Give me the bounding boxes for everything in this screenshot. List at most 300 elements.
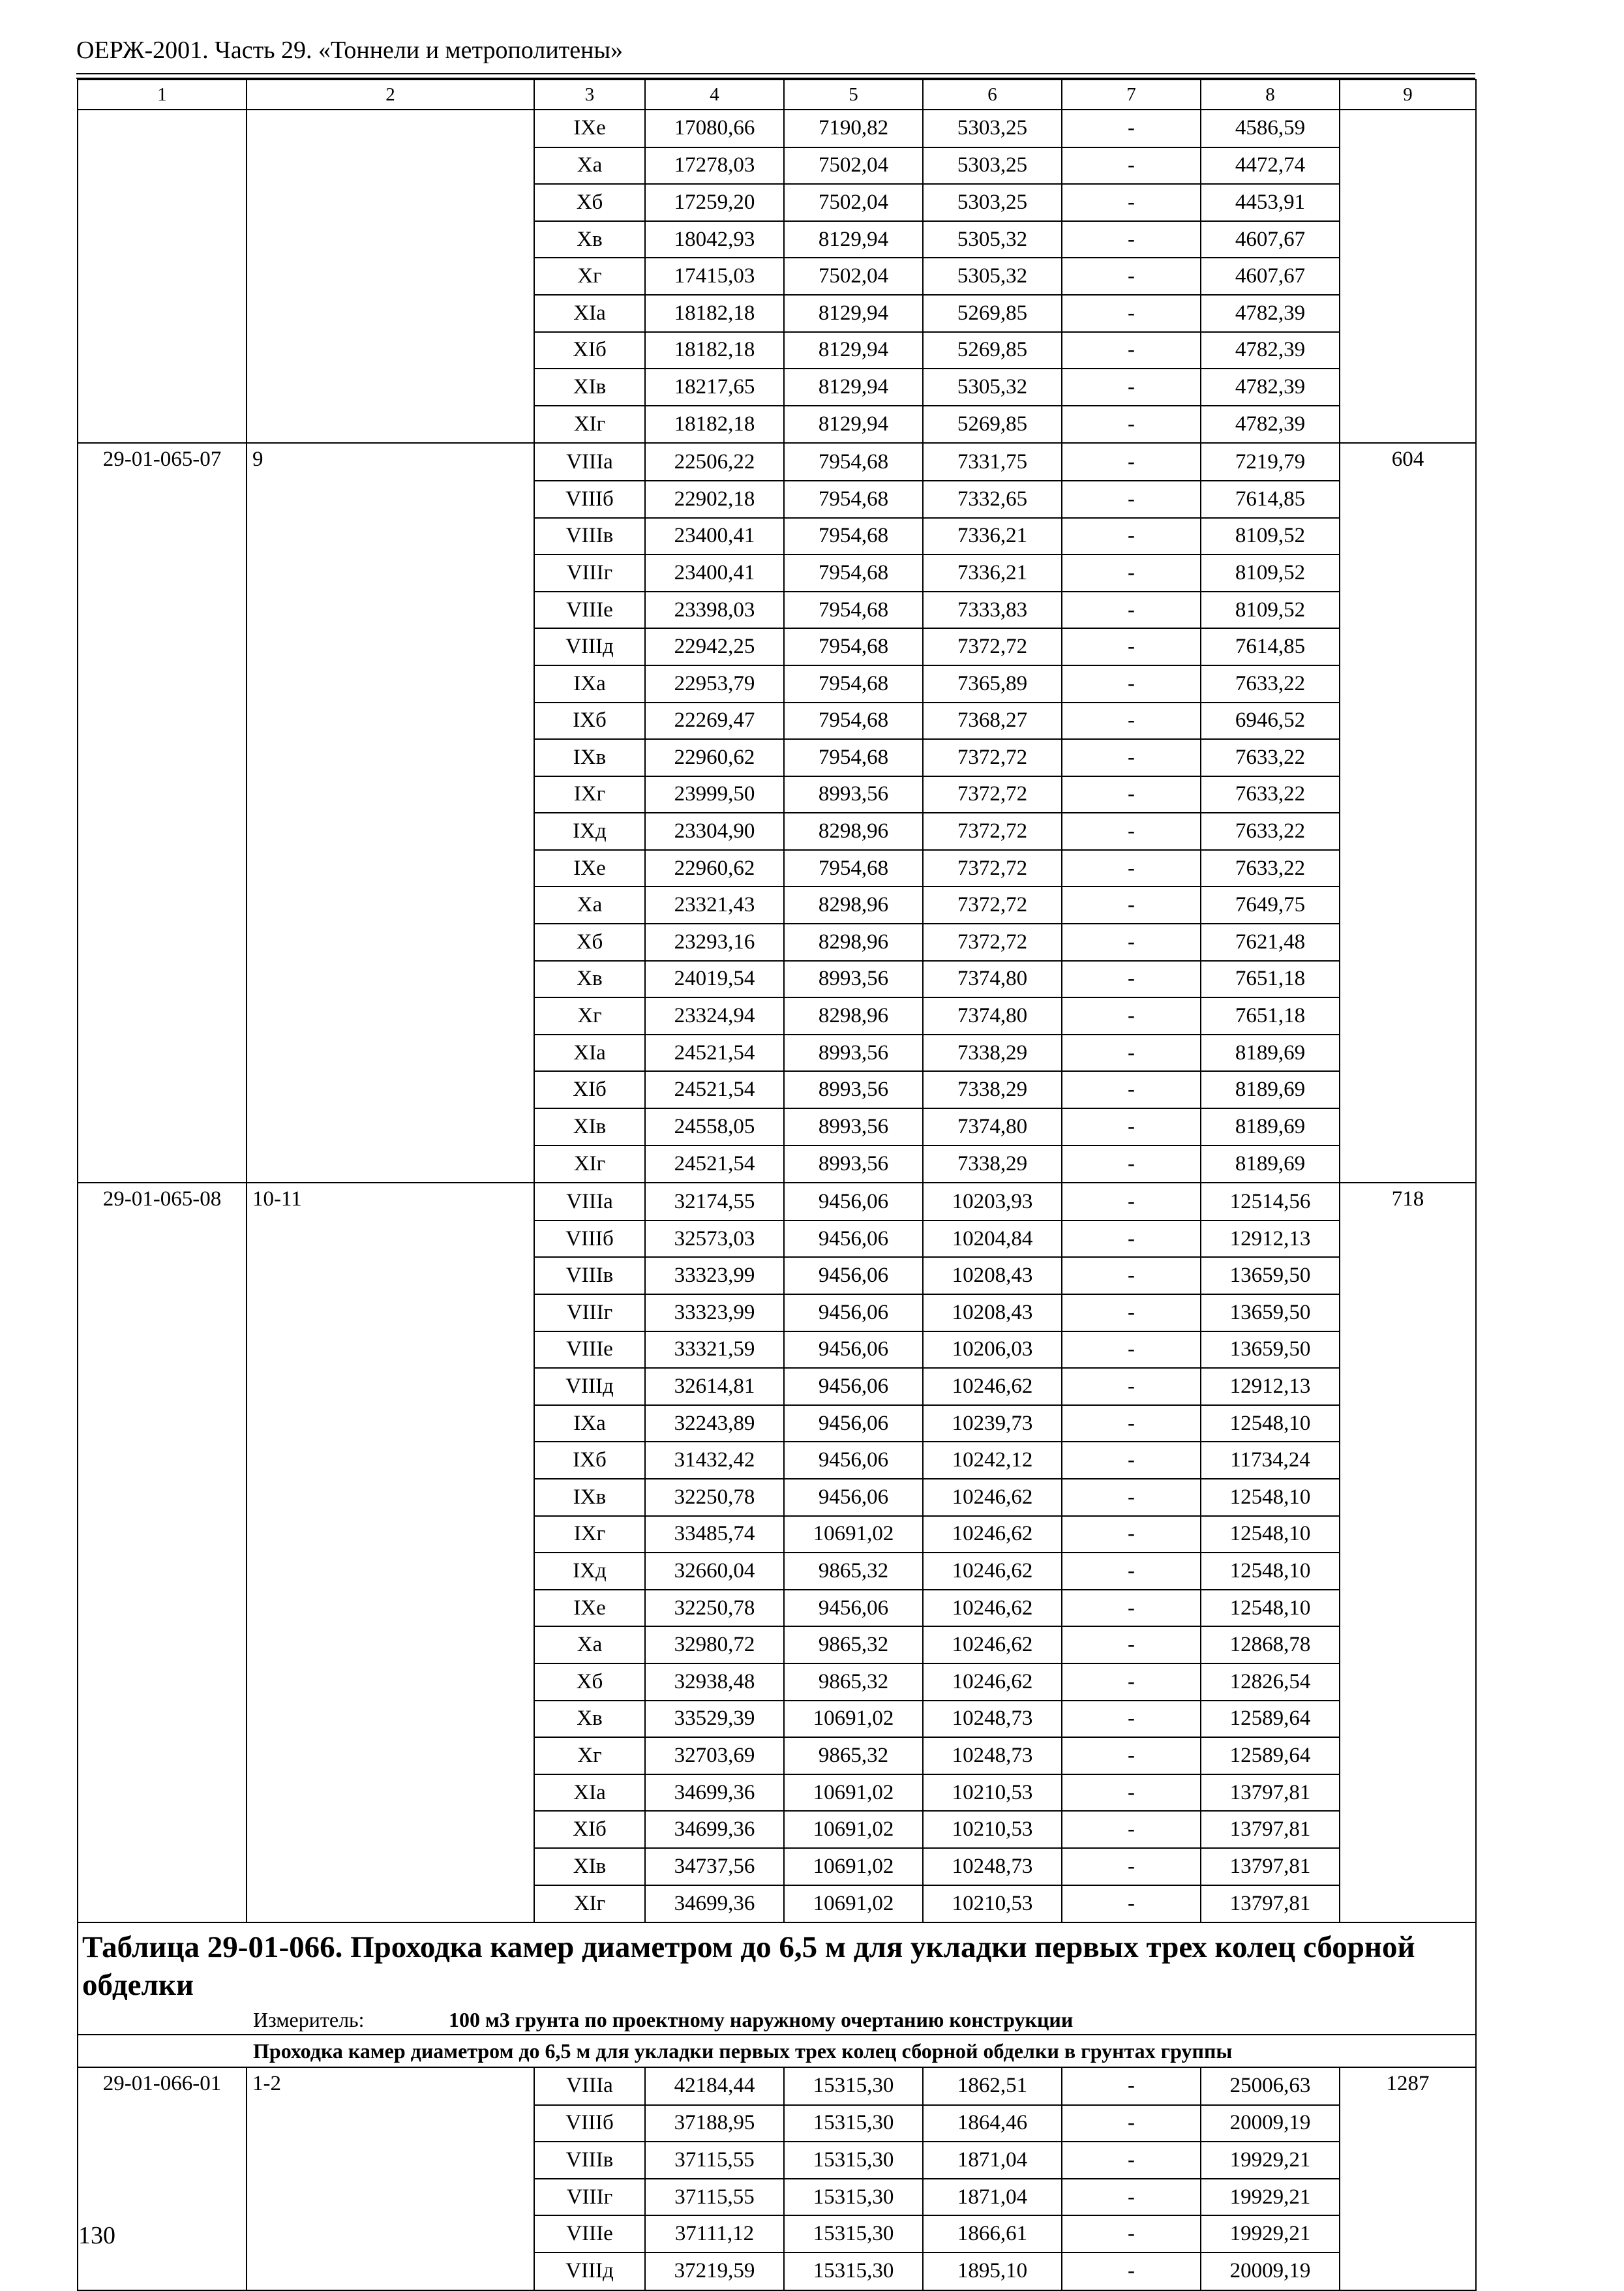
cell-col5: 8129,94 [784, 295, 923, 332]
table-row [78, 665, 1476, 703]
cell-col8: 20009,19 [1201, 2105, 1340, 2142]
cell-col4: 32573,03 [645, 1221, 784, 1258]
cell-col8: 19929,21 [1201, 2142, 1340, 2179]
labor-total [1340, 1479, 1476, 1516]
cell-col3: IXa [534, 665, 645, 703]
cell-col8: 13797,81 [1201, 1848, 1340, 1885]
cell-col5: 9865,32 [784, 1663, 923, 1701]
cell-col3: IXб [534, 1442, 645, 1479]
labor-total [1340, 1108, 1476, 1146]
cell-col5: 7954,68 [784, 739, 923, 776]
cell-col4: 37115,55 [645, 2142, 784, 2179]
table-row [78, 369, 1476, 406]
rate-code [78, 665, 247, 703]
page-number: 130 [78, 2222, 115, 2249]
labor-total [1340, 850, 1476, 887]
table-row [78, 997, 1476, 1035]
cell-col4: 18217,65 [645, 369, 784, 406]
cell-col7: - [1062, 961, 1201, 998]
cell-col3: Xб [534, 184, 645, 221]
cell-col4: 32250,78 [645, 1479, 784, 1516]
cell-col3: VIIIe [534, 2215, 645, 2253]
cell-col7: - [1062, 2067, 1201, 2105]
cell-col7: - [1062, 703, 1201, 740]
soil-group [247, 258, 534, 295]
cell-col7: - [1062, 1257, 1201, 1294]
cell-col7: - [1062, 1294, 1201, 1331]
cell-col3: VIIIe [534, 1331, 645, 1369]
cell-col6: 10208,43 [923, 1294, 1062, 1331]
cell-col3: Xб [534, 924, 645, 961]
cell-col4: 23400,41 [645, 554, 784, 592]
table-row [78, 887, 1476, 924]
rate-code [78, 2179, 247, 2216]
soil-group [247, 1221, 534, 1258]
cell-col5: 9456,06 [784, 1257, 923, 1294]
cell-col3: VIIIв [534, 2142, 645, 2179]
cell-col3: VIIIв [534, 518, 645, 555]
labor-total [1340, 2179, 1476, 2216]
soil-group [247, 332, 534, 369]
cell-col6: 7333,83 [923, 592, 1062, 629]
cell-col5: 8129,94 [784, 332, 923, 369]
soil-group [247, 1811, 534, 1848]
column-number: 9 [1340, 80, 1476, 110]
cell-col8: 12548,10 [1201, 1479, 1340, 1516]
cell-col4: 22269,47 [645, 703, 784, 740]
soil-group [247, 850, 534, 887]
table-row [78, 813, 1476, 850]
table-row [78, 1737, 1476, 1774]
table-row [78, 2142, 1476, 2179]
column-number: 6 [923, 80, 1062, 110]
cell-col3: VIIIг [534, 2179, 645, 2216]
cell-col4: 23999,50 [645, 776, 784, 813]
measure-label: Измеритель: [253, 2008, 365, 2032]
table-row [78, 1331, 1476, 1369]
labor-total [1340, 628, 1476, 665]
cell-col3: IXa [534, 1405, 645, 1442]
table-row [78, 1035, 1476, 1072]
rate-code [78, 1553, 247, 1590]
cell-col4: 32243,89 [645, 1405, 784, 1442]
cell-col6: 10246,62 [923, 1516, 1062, 1553]
cell-col7: - [1062, 1626, 1201, 1663]
header-rule [76, 73, 1475, 74]
cell-col3: IXв [534, 1479, 645, 1516]
cell-col8: 7633,22 [1201, 850, 1340, 887]
table-title: Таблица 29-01-066. Проходка камер диаметром до 6,5 м для укладки первых трех колец сборной обделки [82, 1930, 1415, 2003]
soil-group [247, 776, 534, 813]
table-row [78, 2215, 1476, 2253]
cell-col7: - [1062, 850, 1201, 887]
cell-col8: 4782,39 [1201, 332, 1340, 369]
cell-col3: VIIIa [534, 2067, 645, 2105]
cell-col8: 6946,52 [1201, 703, 1340, 740]
cell-col4: 22960,62 [645, 850, 784, 887]
cell-col8: 8109,52 [1201, 554, 1340, 592]
cell-col4: 18042,93 [645, 221, 784, 258]
table-row [78, 628, 1476, 665]
labor-total [1340, 997, 1476, 1035]
cell-col3: XIг [534, 406, 645, 444]
soil-group [247, 1885, 534, 1923]
labor-total [1340, 1221, 1476, 1258]
cell-col3: VIIIд [534, 2253, 645, 2290]
labor-total [1340, 518, 1476, 555]
cell-col6: 7336,21 [923, 554, 1062, 592]
table-row [78, 2179, 1476, 2216]
cell-col4: 33321,59 [645, 1331, 784, 1369]
cell-col6: 7372,72 [923, 776, 1062, 813]
labor-total [1340, 703, 1476, 740]
table-row [78, 1885, 1476, 1923]
cell-col3: VIIIд [534, 628, 645, 665]
cell-col4: 31432,42 [645, 1442, 784, 1479]
cell-col8: 7219,79 [1201, 443, 1340, 481]
section-header-row [78, 1922, 1476, 2035]
labor-total [1340, 1442, 1476, 1479]
column-number-row [78, 80, 1476, 110]
cell-col7: - [1062, 1774, 1201, 1812]
cell-col3: XIa [534, 1035, 645, 1072]
cell-col7: - [1062, 997, 1201, 1035]
cell-col5: 10691,02 [784, 1811, 923, 1848]
cell-col6: 5303,25 [923, 147, 1062, 185]
cell-col5: 10691,02 [784, 1701, 923, 1738]
cell-col4: 33529,39 [645, 1701, 784, 1738]
cell-col5: 9456,06 [784, 1183, 923, 1221]
rate-code [78, 369, 247, 406]
cell-col5: 15315,30 [784, 2179, 923, 2216]
cell-col3: VIIIe [534, 592, 645, 629]
rate-code [78, 147, 247, 185]
table-row [78, 1479, 1476, 1516]
labor-total [1340, 1368, 1476, 1405]
cell-col5: 7954,68 [784, 665, 923, 703]
cell-col7: - [1062, 554, 1201, 592]
cell-col7: - [1062, 1183, 1201, 1221]
soil-group [247, 2142, 534, 2179]
cell-col7: - [1062, 1146, 1201, 1183]
rate-code [78, 2142, 247, 2179]
cell-col6: 7338,29 [923, 1146, 1062, 1183]
rate-code [78, 258, 247, 295]
cell-col4: 32174,55 [645, 1183, 784, 1221]
cell-col6: 10246,62 [923, 1590, 1062, 1627]
labor-total [1340, 1590, 1476, 1627]
soil-group [247, 1257, 534, 1294]
table-row [78, 703, 1476, 740]
cell-col4: 24521,54 [645, 1146, 784, 1183]
cell-col5: 7502,04 [784, 184, 923, 221]
table-row [78, 1368, 1476, 1405]
cell-col8: 7633,22 [1201, 739, 1340, 776]
rate-code [78, 1885, 247, 1923]
cell-col6: 10246,62 [923, 1553, 1062, 1590]
soil-group [247, 924, 534, 961]
cell-col7: - [1062, 1590, 1201, 1627]
labor-total [1340, 1405, 1476, 1442]
cell-col8: 4607,67 [1201, 258, 1340, 295]
labor-total [1340, 2253, 1476, 2290]
cell-col3: XIa [534, 295, 645, 332]
column-number: 3 [534, 80, 645, 110]
table-row [78, 592, 1476, 629]
labor-total: 1287 [1340, 2067, 1476, 2105]
cell-col5: 8298,96 [784, 997, 923, 1035]
table-row [78, 2067, 1476, 2105]
soil-group: 1-2 [247, 2067, 534, 2105]
cell-col6: 10248,73 [923, 1701, 1062, 1738]
rate-code [78, 1108, 247, 1146]
soil-group [247, 1774, 534, 1812]
table-row [78, 147, 1476, 185]
cell-col4: 17259,20 [645, 184, 784, 221]
rate-code: 29-01-065-08 [78, 1183, 247, 1221]
rate-code [78, 1774, 247, 1812]
cell-col4: 32980,72 [645, 1626, 784, 1663]
labor-total [1340, 1774, 1476, 1812]
cell-col4: 34699,36 [645, 1811, 784, 1848]
cell-col4: 42184,44 [645, 2067, 784, 2105]
cell-col8: 19929,21 [1201, 2179, 1340, 2216]
table-row [78, 406, 1476, 444]
cell-col5: 15315,30 [784, 2215, 923, 2253]
cell-col4: 24521,54 [645, 1035, 784, 1072]
cell-col3: VIIIг [534, 554, 645, 592]
cell-col5: 9456,06 [784, 1479, 923, 1516]
cell-col3: XIг [534, 1885, 645, 1923]
cell-col4: 22953,79 [645, 665, 784, 703]
cell-col5: 8129,94 [784, 221, 923, 258]
cell-col5: 7954,68 [784, 850, 923, 887]
cell-col5: 8993,56 [784, 776, 923, 813]
cell-col7: - [1062, 1663, 1201, 1701]
rate-code [78, 2105, 247, 2142]
cell-col5: 8993,56 [784, 1146, 923, 1183]
cell-col8: 13797,81 [1201, 1885, 1340, 1923]
cell-col4: 23304,90 [645, 813, 784, 850]
cell-col6: 7374,80 [923, 961, 1062, 998]
cell-col7: - [1062, 147, 1201, 185]
cell-col5: 8993,56 [784, 1035, 923, 1072]
rate-code [78, 110, 247, 147]
cell-col7: - [1062, 2253, 1201, 2290]
table-row [78, 1663, 1476, 1701]
cell-col4: 23324,94 [645, 997, 784, 1035]
cell-col7: - [1062, 1368, 1201, 1405]
cell-col4: 22960,62 [645, 739, 784, 776]
soil-group [247, 184, 534, 221]
cell-col5: 9456,06 [784, 1405, 923, 1442]
cell-col6: 1895,10 [923, 2253, 1062, 2290]
cell-col8: 7633,22 [1201, 665, 1340, 703]
cell-col3: VIIIб [534, 2105, 645, 2142]
cell-col4: 22942,25 [645, 628, 784, 665]
rate-code [78, 776, 247, 813]
rate-code [78, 924, 247, 961]
cell-col8: 13797,81 [1201, 1774, 1340, 1812]
soil-group [247, 665, 534, 703]
table-row [78, 924, 1476, 961]
labor-total [1340, 887, 1476, 924]
cell-col6: 5269,85 [923, 406, 1062, 444]
cell-col3: Xг [534, 258, 645, 295]
cell-col5: 8298,96 [784, 813, 923, 850]
cell-col6: 10239,73 [923, 1405, 1062, 1442]
table-row [78, 1146, 1476, 1183]
cell-col8: 12826,54 [1201, 1663, 1340, 1701]
labor-total [1340, 665, 1476, 703]
soil-group [247, 1442, 534, 1479]
cell-col5: 7954,68 [784, 703, 923, 740]
cell-col7: - [1062, 369, 1201, 406]
rate-code [78, 997, 247, 1035]
cell-col6: 7374,80 [923, 997, 1062, 1035]
labor-total [1340, 221, 1476, 258]
soil-group [247, 1071, 534, 1108]
cell-col8: 12912,13 [1201, 1221, 1340, 1258]
cell-col7: - [1062, 1553, 1201, 1590]
soil-group [247, 1331, 534, 1369]
section-subtitle: Проходка камер диаметром до 6,5 м для укладки первых трех колец сборной обделки в грунтах группы [78, 2035, 1476, 2067]
table-row [78, 961, 1476, 998]
soil-group [247, 628, 534, 665]
cell-col8: 7633,22 [1201, 813, 1340, 850]
cell-col6: 10203,93 [923, 1183, 1062, 1221]
cell-col8: 8189,69 [1201, 1146, 1340, 1183]
cell-col7: - [1062, 1811, 1201, 1848]
rate-code [78, 850, 247, 887]
cell-col3: VIIIв [534, 1257, 645, 1294]
soil-group [247, 481, 534, 518]
cell-col7: - [1062, 924, 1201, 961]
cell-col4: 24019,54 [645, 961, 784, 998]
soil-group [247, 110, 534, 147]
labor-total [1340, 1516, 1476, 1553]
labor-total: 718 [1340, 1183, 1476, 1221]
cell-col6: 7372,72 [923, 739, 1062, 776]
cell-col4: 22506,22 [645, 443, 784, 481]
cell-col5: 8993,56 [784, 1108, 923, 1146]
cell-col7: - [1062, 628, 1201, 665]
cell-col5: 9456,06 [784, 1442, 923, 1479]
cell-col7: - [1062, 1479, 1201, 1516]
column-number: 5 [784, 80, 923, 110]
cell-col7: - [1062, 2105, 1201, 2142]
labor-total [1340, 1737, 1476, 1774]
cell-col3: VIIIд [534, 1368, 645, 1405]
cell-col6: 1864,46 [923, 2105, 1062, 2142]
measure-value: 100 м3 грунта по проектному наружному очертанию конструкции [449, 2008, 1074, 2032]
labor-total [1340, 2105, 1476, 2142]
table-row [78, 1442, 1476, 1479]
table-row [78, 1405, 1476, 1442]
cell-col8: 13659,50 [1201, 1294, 1340, 1331]
cell-col4: 18182,18 [645, 332, 784, 369]
cell-col3: Xг [534, 1737, 645, 1774]
rate-code [78, 1663, 247, 1701]
labor-total [1340, 1811, 1476, 1848]
table-row [78, 1848, 1476, 1885]
cell-col5: 9456,06 [784, 1294, 923, 1331]
rate-code [78, 703, 247, 740]
cell-col5: 9865,32 [784, 1626, 923, 1663]
labor-total [1340, 592, 1476, 629]
soil-group [247, 961, 534, 998]
cell-col7: - [1062, 518, 1201, 555]
labor-total [1340, 1626, 1476, 1663]
rate-code [78, 961, 247, 998]
column-number: 7 [1062, 80, 1201, 110]
cell-col5: 9456,06 [784, 1368, 923, 1405]
cell-col8: 7614,85 [1201, 628, 1340, 665]
soil-group [247, 703, 534, 740]
table-row [78, 850, 1476, 887]
cell-col6: 10246,62 [923, 1626, 1062, 1663]
soil-group [247, 813, 534, 850]
cell-col3: XIб [534, 1811, 645, 1848]
cell-col4: 23293,16 [645, 924, 784, 961]
cell-col8: 12589,64 [1201, 1701, 1340, 1738]
soil-group [247, 1035, 534, 1072]
cell-col5: 8129,94 [784, 369, 923, 406]
running-header: ОЕРЖ-2001. Часть 29. «Тоннели и метрополитены» [76, 37, 624, 64]
cell-col5: 10691,02 [784, 1848, 923, 1885]
cell-col3: IXб [534, 703, 645, 740]
cell-col7: - [1062, 1701, 1201, 1738]
cell-col4: 37111,12 [645, 2215, 784, 2253]
cell-col8: 4782,39 [1201, 369, 1340, 406]
soil-group [247, 1516, 534, 1553]
cell-col6: 7372,72 [923, 887, 1062, 924]
table-row [78, 1774, 1476, 1812]
cell-col5: 10691,02 [784, 1516, 923, 1553]
labor-total [1340, 2215, 1476, 2253]
table-row [78, 739, 1476, 776]
table-row [78, 1071, 1476, 1108]
cell-col8: 7651,18 [1201, 961, 1340, 998]
rate-code [78, 2253, 247, 2290]
cell-col7: - [1062, 1331, 1201, 1369]
cell-col3: XIa [534, 1774, 645, 1812]
labor-total [1340, 1553, 1476, 1590]
cell-col8: 25006,63 [1201, 2067, 1340, 2105]
cell-col5: 9456,06 [784, 1221, 923, 1258]
soil-group: 9 [247, 443, 534, 481]
cell-col7: - [1062, 776, 1201, 813]
cell-col6: 10248,73 [923, 1737, 1062, 1774]
soil-group [247, 1663, 534, 1701]
rate-code [78, 221, 247, 258]
cell-col8: 4472,74 [1201, 147, 1340, 185]
cell-col5: 8993,56 [784, 1071, 923, 1108]
table-row [78, 443, 1476, 481]
cell-col4: 32614,81 [645, 1368, 784, 1405]
soil-group [247, 1701, 534, 1738]
soil-group [247, 1626, 534, 1663]
cell-col4: 24521,54 [645, 1071, 784, 1108]
cell-col3: XIб [534, 1071, 645, 1108]
cell-col4: 18182,18 [645, 295, 784, 332]
soil-group [247, 1108, 534, 1146]
labor-total [1340, 776, 1476, 813]
rate-code [78, 1590, 247, 1627]
cell-col6: 7372,72 [923, 628, 1062, 665]
table-row [78, 2105, 1476, 2142]
cell-col8: 12912,13 [1201, 1368, 1340, 1405]
